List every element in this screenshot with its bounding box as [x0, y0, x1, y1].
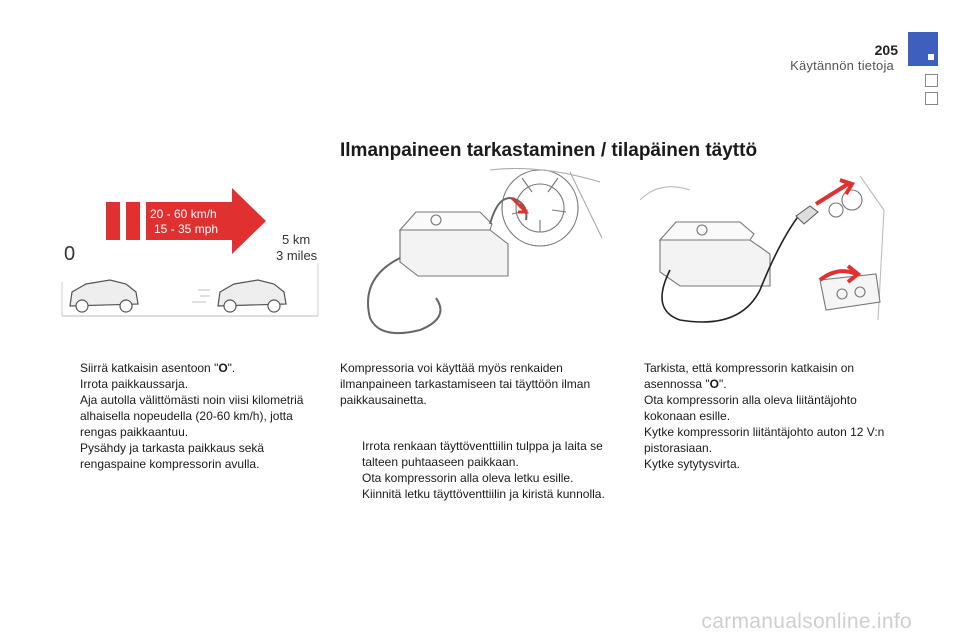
list-item: Ota kompressorin alla oleva letku esille.: [362, 471, 574, 485]
plug-arrow-icon: [816, 180, 852, 204]
distance-km: 5 km: [282, 232, 311, 247]
list-item: Siirrä katkaisin asentoon "O".: [80, 361, 236, 375]
page-number: 205: [874, 42, 898, 58]
section-tab[interactable]: [925, 92, 938, 105]
compressor-socket-illustration: [620, 170, 888, 346]
section-tab[interactable]: [925, 74, 938, 87]
middle-instructions: [340, 438, 606, 502]
tab-marker-icon: [928, 54, 934, 60]
list-item: Kytke kompressorin liitäntäjohto auton 12 V:n pistorasiaan.: [644, 425, 885, 455]
start-label: 0: [64, 243, 76, 265]
car-icon: [70, 280, 138, 312]
list-item: Kytke sytytysvirta.: [644, 457, 741, 471]
list-item: Pysähdy ja tarkasta paikkaus sekä rengaspaine kompressorin avulla.: [80, 441, 265, 471]
middle-intro: Kompressoria voi käyttää myös renkaiden ilmanpaineen tarkastamiseen tai täyttöön ilman paikkausainetta.: [340, 361, 591, 407]
list-item: Aja autolla välittömästi noin viisi kilometriä alhaisella nopeudella (20-60 km/h), jotta rengas paikkaantuu.: [80, 393, 304, 439]
page-title: Ilmanpaineen tarkastaminen / tilapäinen täyttö: [340, 140, 758, 161]
list-item: Ota kompressorin alla oleva liitäntäjohto kokonaan esille.: [644, 393, 857, 423]
speed-arrow-icon: [106, 188, 266, 254]
left-instructions: [58, 360, 330, 472]
section-tab-active[interactable]: [908, 32, 938, 66]
right-instructions: [622, 360, 892, 472]
list-item: Kiinnitä letku täyttöventtiilin ja kiristä kunnolla.: [362, 487, 605, 501]
section-title: Käytännön tietoja: [790, 58, 894, 73]
compressor-valve-illustration: [340, 168, 604, 340]
list-item: Irrota paikkaussarja.: [80, 377, 189, 391]
speed-kmh: 20 - 60 km/h: [150, 207, 217, 221]
list-item: Irrota renkaan täyttöventtiilin tulppa ja laita se talteen puhtaaseen paikkaan.: [362, 439, 603, 469]
distance-miles: 3 miles: [276, 248, 318, 263]
watermark: carmanualsonline.info: [701, 610, 912, 633]
driving-illustration: [60, 180, 324, 320]
speed-mph: 15 - 35 mph: [154, 222, 219, 236]
list-item: Tarkista, että kompressorin katkaisin on asennossa "O".: [644, 361, 855, 391]
car-moving-icon: [192, 280, 286, 312]
